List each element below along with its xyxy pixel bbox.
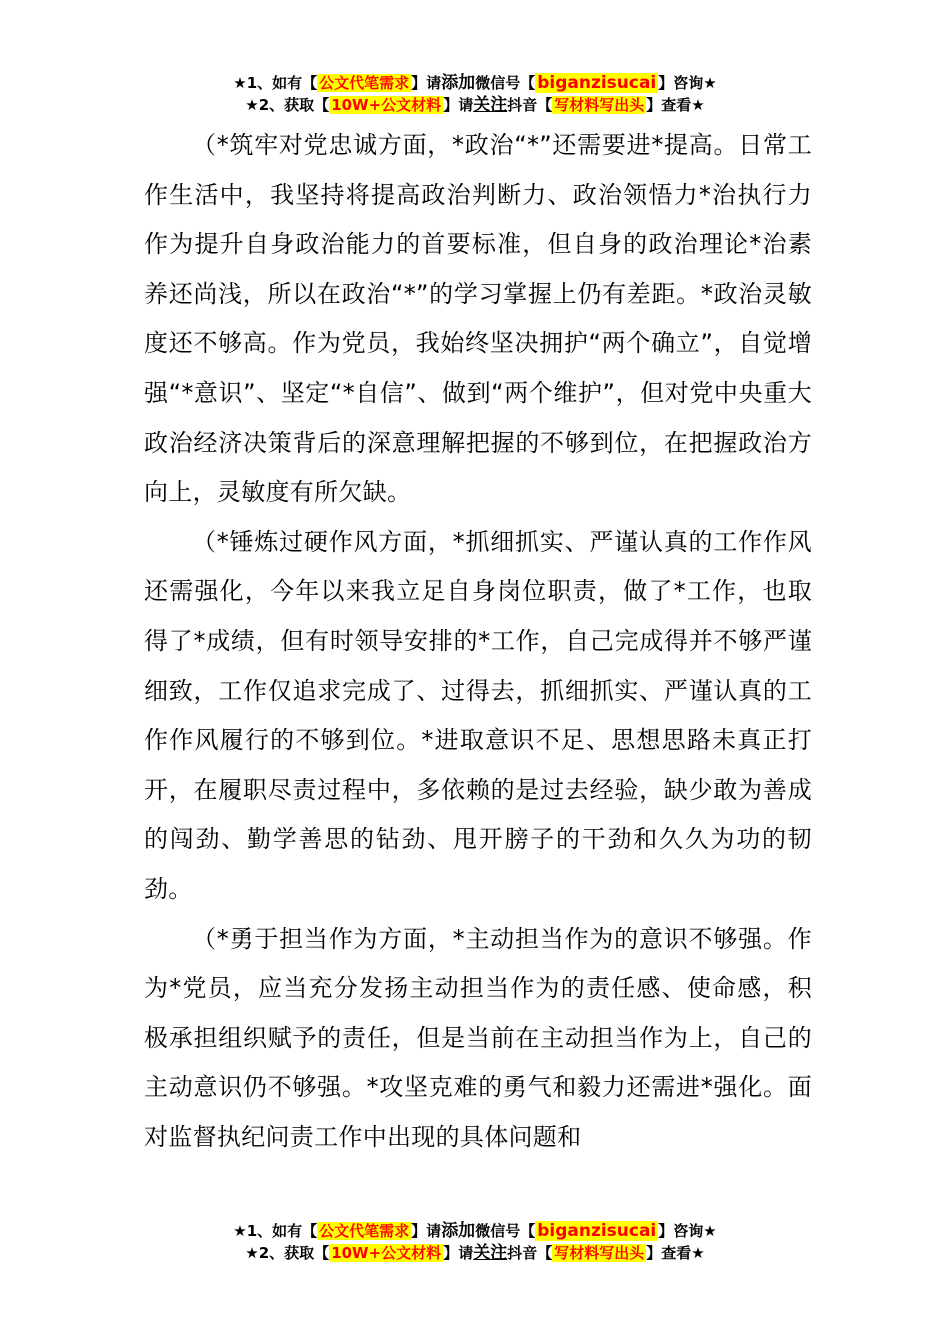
promo-text: 】请: [411, 74, 442, 92]
promo-text: 】请: [443, 96, 474, 114]
promo-text: 】咨询★: [658, 1222, 717, 1240]
promo-douyin-id: 写材料写出头: [554, 96, 645, 114]
promo-emphasis: 关注: [473, 1243, 508, 1263]
promo-text: 】查看★: [646, 96, 705, 114]
paragraph-loyalty: （*筑牢对党忠诚方面，*政治“*”还需要进*提高。日常工作生活中，我坚持将提高政治判断力、政治领悟力*治执行力作为提升自身政治能力的首要标准，但自身的政治理论*治素养还尚浅，所以在政治“*”的学习掌握上仍有差距。*政治灵敏度还不够高。作为党员，我始终坚决拥护“两个确立”，自觉增强“*意识”、坚定“*自信”、做到“两个维护”，但对党中央重大政治经济决策背后的深意理解把握的不够到位，在把握政治方向上，灵敏度有所欠缺。: [144, 131, 812, 507]
promo-text: 抖音【: [507, 1244, 553, 1262]
promo-text: ★2、获取【: [245, 1244, 330, 1262]
promo-text: 微信号【: [475, 1222, 536, 1240]
paragraph-responsibility: （*勇于担当作为方面，*主动担当作为的意识不够强。作为*党员，应当充分发扬主动担当作为的责任感、使命感，积极承担组织赋予的责任，但是当前在主动担当作为上，自己的主动意识仍不够强。*攻坚克难的勇气和毅力还需进*强化。面对监督执纪问责工作中出现的具体问题和: [144, 924, 812, 1151]
promo-emphasis: 关注: [473, 95, 508, 115]
footer-promo-banner: [0, 1220, 950, 1264]
promo-line-1: [0, 1220, 950, 1242]
promo-emphasis: 添加: [441, 73, 476, 93]
promo-text: 抖音【: [507, 96, 553, 114]
promo-line-2: [0, 94, 950, 116]
document-body: [144, 121, 812, 1162]
promo-text: 】请: [443, 1244, 474, 1262]
promo-douyin-id: 写材料写出头: [554, 1244, 645, 1262]
promo-text: ★1、如有【: [233, 74, 318, 92]
promo-line-2: [0, 1242, 950, 1264]
promo-wechat-id: biganzisucai: [537, 1221, 657, 1241]
header-promo-banner: [0, 72, 950, 116]
promo-highlight: 10W+公文材料: [331, 1244, 442, 1262]
promo-text: 微信号【: [475, 74, 536, 92]
promo-text: 】咨询★: [658, 74, 717, 92]
promo-highlight: 10W+公文材料: [331, 96, 442, 114]
promo-text: ★2、获取【: [245, 96, 330, 114]
promo-highlight: 公文代笔需求: [319, 1222, 410, 1240]
promo-highlight: 公文代笔需求: [319, 74, 410, 92]
promo-wechat-id: biganzisucai: [537, 73, 657, 93]
promo-text: 】请: [411, 1222, 442, 1240]
promo-emphasis: 添加: [441, 1221, 476, 1241]
promo-text: 】查看★: [646, 1244, 705, 1262]
promo-line-1: [0, 72, 950, 94]
promo-text: ★1、如有【: [233, 1222, 318, 1240]
paragraph-work-style: （*锤炼过硬作风方面，*抓细抓实、严谨认真的工作作风还需强化，今年以来我立足自身岗位职责，做了*工作，也取得了*成绩，但有时领导安排的*工作，自己完成得并不够严谨细致，工作仅追求完成了、过得去，抓细抓实、严谨认真的工作作风履行的不够到位。*进取意识不足、思想思路未真正打开，在履职尽责过程中，多依赖的是过去经验，缺少敢为善成的闯劲、勤学善思的钻劲、甩开膀子的干劲和久久为功的韧劲。: [144, 527, 812, 903]
